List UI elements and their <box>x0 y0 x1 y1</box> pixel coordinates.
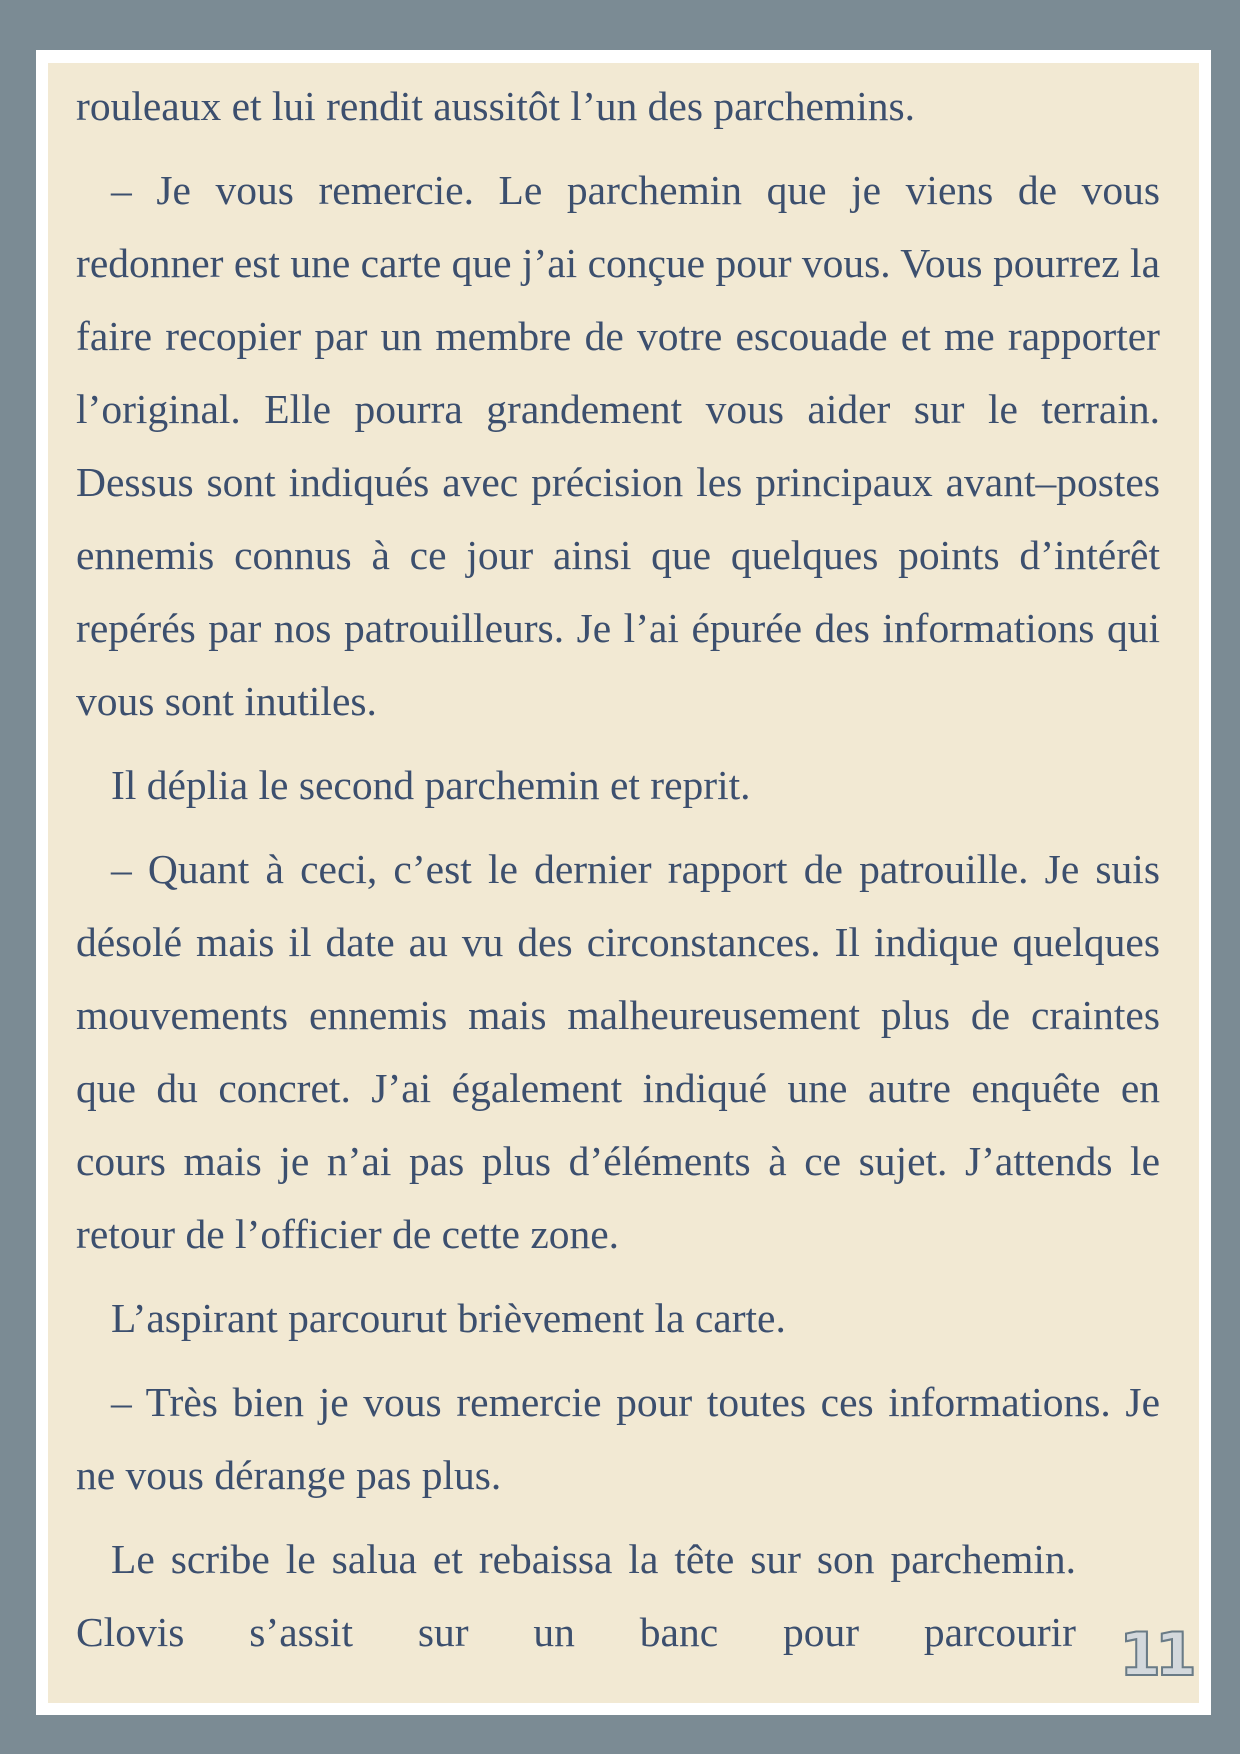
body-text <box>76 70 1160 1669</box>
paragraph-6: – Très bien je vous remercie pour toutes ces informations. Je ne vous dérange pas plus. <box>76 1379 1160 1498</box>
paragraph-7: Le scribe le salua et rebaissa la tête sur son parchemin. Clovis s’assit sur un banc pour parcourir <box>76 1536 1076 1655</box>
paragraph-3: Il déplia le second parchemin et reprit. <box>111 762 751 808</box>
page-number: 11 <box>1119 1620 1191 1690</box>
paragraph-5: L’aspirant parcourut brièvement la carte. <box>111 1295 786 1341</box>
paragraph-2: – Je vous remercie. Le parchemin que je viens de vous redonner est une carte que j’ai conçue pour vous. Vous pourrez la faire recopier par un membre de votre escouade et me rapporter l’original. Elle pourra grandement vous aider sur le terrain. Dessus sont indiqués avec précision les principaux avant–postes ennemis connus à ce jour ainsi que quelques points d’intérêt repérés par nos patrouilleurs. Je l’ai épurée des informations qui vous sont inutiles. <box>76 167 1161 724</box>
paragraph-1: rouleaux et lui rendit aussitôt l’un des parchemins. <box>76 83 916 129</box>
paragraph-4: – Quant à ceci, c’est le dernier rapport de patrouille. Je suis désolé mais il date au vu des circonstances. Il indique quelques mouvements ennemis mais malheureusement plus de craintes que du concret. J’ai également indiqué une autre enquête en cours mais je n’ai pas plus d’éléments à ce sujet. J’attends le retour de l’officier de cette zone. <box>76 846 1160 1257</box>
